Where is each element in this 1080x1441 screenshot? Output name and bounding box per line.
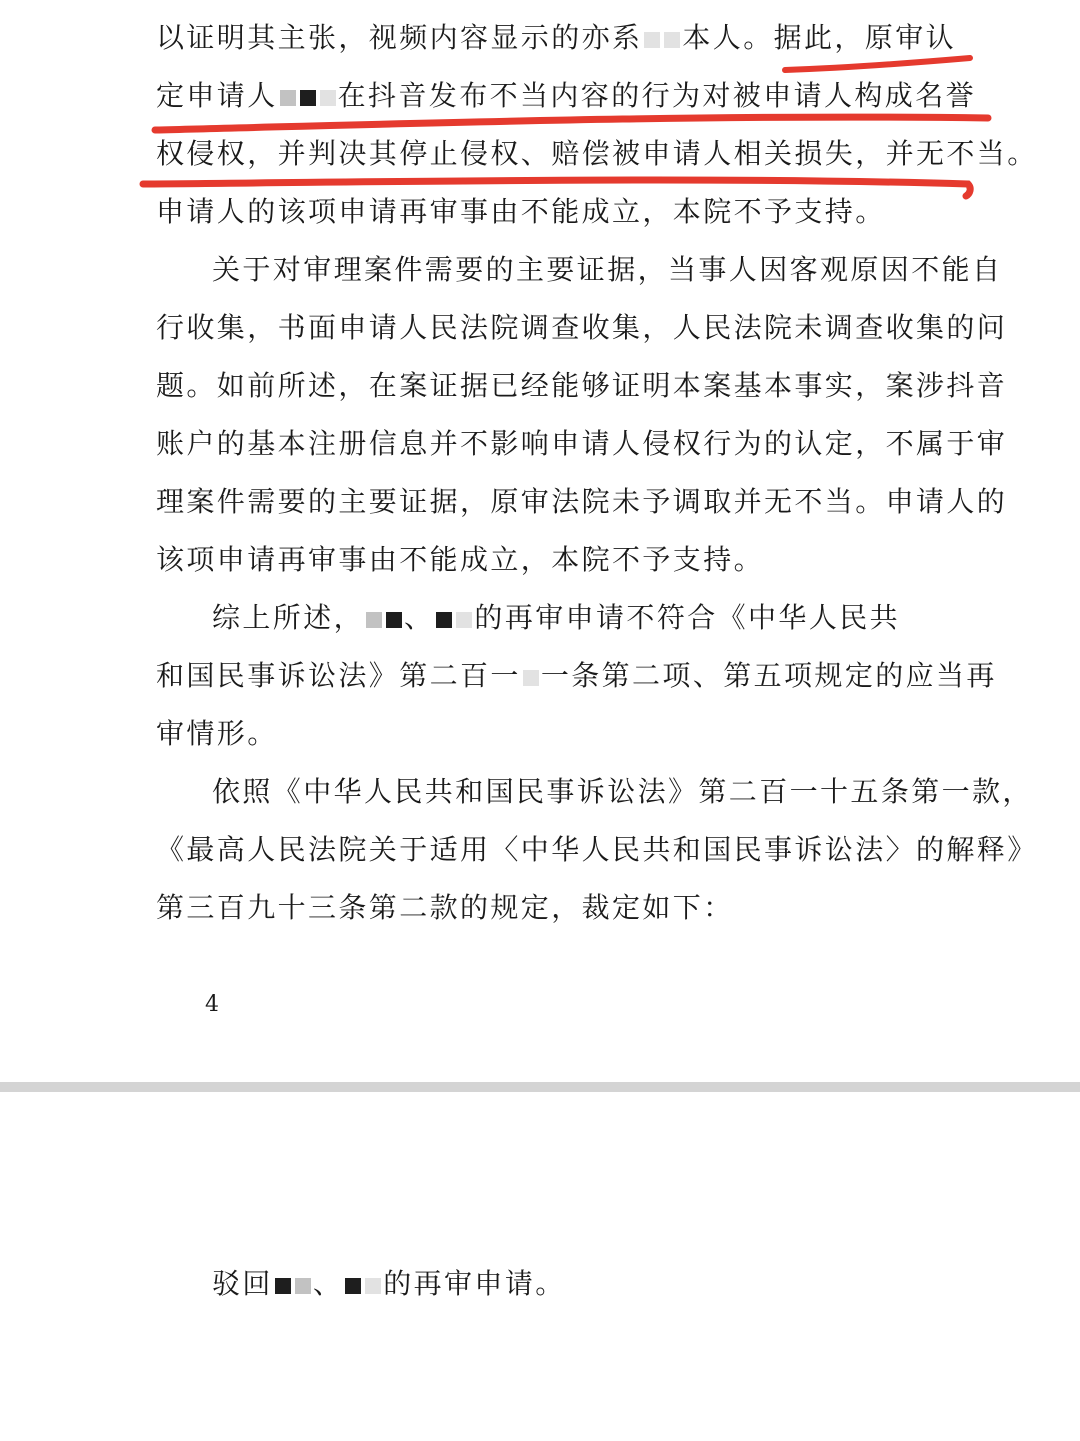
page-divider xyxy=(0,1082,1080,1092)
redaction-mark xyxy=(386,612,402,628)
redaction-mark xyxy=(365,1278,381,1294)
text-line-6: 行收集，书面申请人民法院调查收集，人民法院未调查收集的问 xyxy=(156,311,1008,344)
redaction-mark xyxy=(664,32,680,48)
redaction-mark xyxy=(456,612,472,628)
text-line-5: 关于对审理案件需要的主要证据，当事人因客观原因不能自 xyxy=(212,253,1003,286)
redaction-mark xyxy=(523,670,539,686)
redaction-mark xyxy=(366,612,382,628)
redaction-mark xyxy=(295,1278,311,1294)
text-line-1: 以证明其主张，视频内容显示的亦系 本人。据此，原审认 xyxy=(156,21,957,54)
text-line-8: 账户的基本注册信息并不影响申请人侵权行为的认定，不属于审 xyxy=(156,427,1008,460)
text-line-7: 题。如前所述，在案证据已经能够证明本案基本事实，案涉抖音 xyxy=(156,369,1008,402)
redaction-mark xyxy=(436,612,452,628)
text-line-3: 权侵权，并判决其停止侵权、赔偿被申请人相关损失，并无不当。 xyxy=(156,137,1038,170)
page-number: 4 xyxy=(205,992,219,1017)
text-line-9: 理案件需要的主要证据，原审法院未予调取并无不当。申请人的 xyxy=(156,485,1008,518)
text-line-10: 该项申请再审事由不能成立，本院不予支持。 xyxy=(156,543,765,576)
text-line-14: 依照《中华人民共和国民事诉讼法》第二百一十五条第一款， xyxy=(212,775,1033,808)
redaction-mark xyxy=(320,90,336,106)
redaction-mark xyxy=(280,90,296,106)
text-line-4: 申请人的该项申请再审事由不能成立，本院不予支持。 xyxy=(156,195,886,228)
red-underline-2 xyxy=(155,117,988,130)
text-line-11: 综上所述， 、 的再审申请不符合《中华人民共 xyxy=(212,601,901,634)
redaction-mark xyxy=(644,32,660,48)
redaction-mark xyxy=(300,90,316,106)
redaction-mark xyxy=(345,1278,361,1294)
text-line-13: 审情形。 xyxy=(156,717,278,750)
text-line-16: 第三百九十三条第二款的规定，裁定如下： xyxy=(156,891,734,924)
text-line-15: 《最高人民法院关于适用〈中华人民共和国民事诉讼法〉的解释》 xyxy=(156,833,1038,866)
text-line-17: 驳回 、 的再审申请。 xyxy=(212,1267,566,1300)
text-line-12: 和国民事诉讼法》第二百一 一条第二项、第五项规定的应当再 xyxy=(156,659,997,692)
text-line-2: 定申请人 在抖音发布不当内容的行为对被申请人构成名誉 xyxy=(156,79,977,112)
redaction-mark xyxy=(275,1278,291,1294)
red-underline-1 xyxy=(785,58,970,70)
